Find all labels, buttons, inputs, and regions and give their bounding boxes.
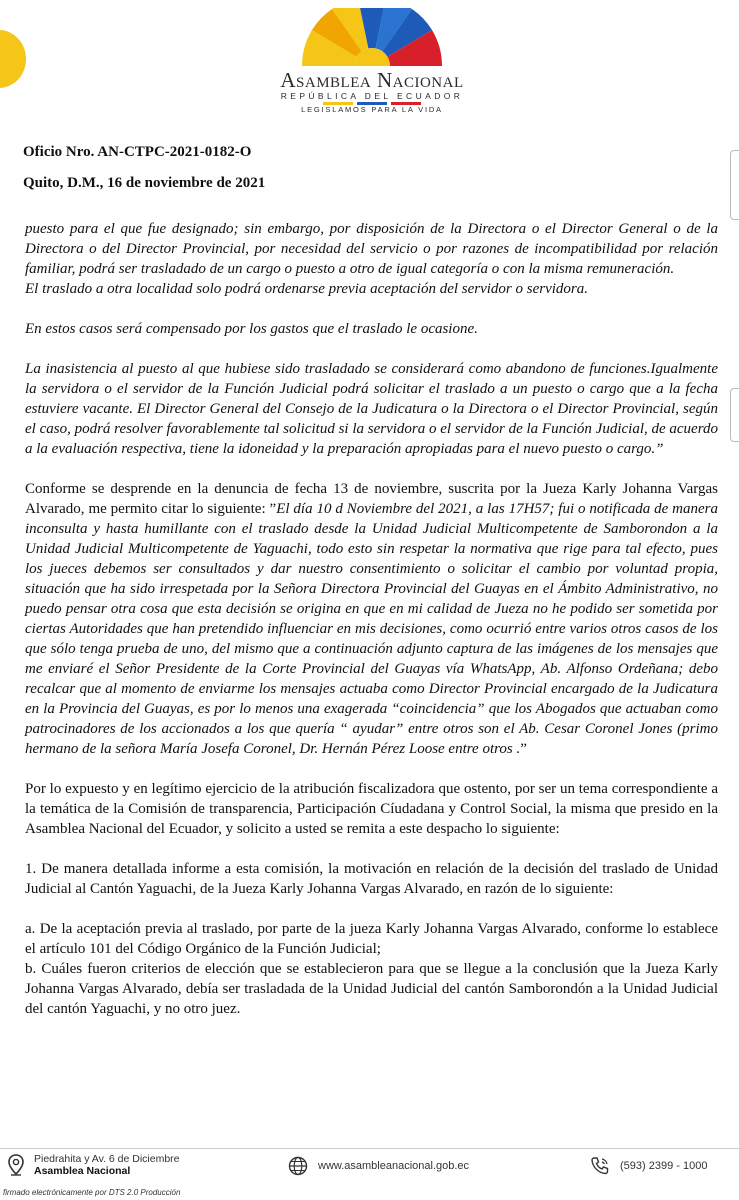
phone-number: (593) 2399 - 1000	[620, 1160, 708, 1172]
footer-divider	[0, 1148, 739, 1149]
footer-website[interactable]	[288, 1156, 469, 1176]
globe-icon	[288, 1156, 308, 1176]
complaint-intro: Conforme se desprende en la denuncia de fecha 13 de noviembre, suscrita por la Jueza Karly Johanna Vargas Alvarado, me permito citar lo siguiente: ”	[25, 481, 718, 517]
right-edge-mark	[730, 388, 739, 442]
location-pin-icon	[8, 1154, 24, 1176]
document-date: Quito, D.M., 16 de noviembre de 2021	[23, 175, 266, 191]
oficio-number: Oficio Nro. AN-CTPC-2021-0182-O	[23, 144, 252, 160]
paragraph: En estos casos será compensado por los gastos que el traslado le ocasione.	[25, 321, 478, 337]
address-line: Piedrahita y Av. 6 de Diciembre	[34, 1153, 180, 1165]
paragraph: El traslado a otra localidad solo podrá ordenarse previa aceptación del servidor o servidora.	[25, 281, 589, 297]
complaint-close: ”	[520, 741, 527, 757]
paragraph: 1. De manera detallada informe a esta comisión, la motivación en relación de la decisión del traslado de Unidad Judicial al Cantón Yaguachi, de la Jueza Karly Johanna Vargas Alvarado, en razón de lo siguiente:	[25, 861, 718, 897]
sunburst-logo-icon	[297, 8, 447, 66]
list-item: b. Cuáles fueron criterios de elección que se establecieron para que se llegue a la conclusión que la Jueza Karly Johanna Vargas Alvarado, debía ser trasladada de la Unidad Judicial del cantón Samborondón a la Unidad Judicial del cantón Yaguachi, y no otro juez.	[25, 961, 718, 1017]
signature-note: firmado electrónicamente por DTS 2.0 Producción	[3, 1188, 181, 1197]
website-link[interactable]: www.asambleanacional.gob.ec	[318, 1160, 470, 1172]
document-body	[25, 219, 718, 1019]
org-slogan: LEGISLAMOS PARA LA VIDA	[301, 105, 443, 114]
footer	[0, 1153, 739, 1185]
org-subtitle: REPÚBLICA DEL ECUADOR	[280, 91, 464, 101]
list-item: a. De la aceptación previa al traslado, por parte de la jueza Karly Johanna Vargas Alvarado, conforme lo establece el artículo 101 del Código Orgánico de la Función Judicial;	[25, 921, 718, 957]
paragraph: La inasistencia al puesto al que hubiese sido trasladado se considerará como abandono de funciones.Igualmente la servidora o el servidor de la Función Judicial podrá solicitar el traslado a un puesto o cargo que a la fecha estuviere vacante. El Director General del Consejo de la Judicatura o la Directora o el Director Provincial, según el caso, podrá resolver favorablemente tal solicitud si la servidora o el servidor de la Función Judicial, de acuerdo a la evaluación respectiva, tiene la idoneidad y la preparación apropiadas para el nuevo puesto o cargo.”	[25, 361, 718, 457]
address-org: Asamblea Nacional	[34, 1165, 131, 1177]
paragraph-complaint	[25, 479, 718, 759]
paragraph: puesto para el que fue designado; sin embargo, por disposición de la Directora o el Director General o de la Directora o del Director Provincial, por necesidad del servicio o por razones de incompatibilidad por relación familiar, podrá ser trasladado de un cargo o puesto a otro de igual categoría o con la misma remuneración.	[25, 221, 718, 277]
phone-icon	[590, 1156, 610, 1176]
footer-phone	[590, 1156, 707, 1176]
complaint-quote: El día 10 d Noviembre del 2021, a las 17H57; fui o notificada de manera inconsulta y hasta humillante con el traslado desde la Unidad Judicial Multicompetente de Samborondon a la Unidad Judicial Multicompetente de Yaguachi, todo esto sin respetar la normativa que rige para tal efecto, pues los jueces debemos ser consultados y dar nuestro consentimiento o solicitar el cambio por voluntad propia, situación que ha sido irrespetada por la Señora Directora Provincial del Guayas en el Ámbito Administrativo, no puedo pensar otra cosa que esta decisión se origina en que en mi calidad de Jueza no he podido ser sometida por ciertas Autoridades que han pretendido influenciar en mis decisiones, como ocurrió entre varios otros casos de los que sólo tenga prueba de uno, del mismo que a continuación adjunto captura de las imágenes de los mensajes que me enviaré el Señor Presidente de la Corte Provincial del Guayas vía WhatsApp, Ab. Alfonso Ordeñana; debo recalcar que al momento de enviarme los mensajes actuaba como Director Provincial encargado de la Judicatura en la Provincia del Guayas, es por lo menos una exagerada “coincidencia” que los Abogados que actuaban como patrocinadores de los accionados a los que quería “ ayudar” entre otros son el Ab. Cesar Coronel Jones (primo hermano de la señora María Josefa Coronel, Dr. Hernán Pérez Loose entre otros .	[25, 501, 719, 757]
logo	[262, 8, 482, 114]
footer-address	[8, 1153, 180, 1177]
paragraph: Por lo expuesto y en legítimo ejercicio de la atribución fiscalizadora que ostento, por ser un tema correspondiente a la temática de la Comisión de transparencia, Participación Cíudadana y Control Social, la misma que presido en la Asamblea Nacional del Ecuador, y solicito a usted se remita a este despacho lo siguiente:	[25, 781, 718, 837]
org-name: Asamblea Nacional	[280, 68, 464, 92]
right-edge-mark	[730, 150, 739, 220]
corner-decoration	[0, 30, 26, 88]
